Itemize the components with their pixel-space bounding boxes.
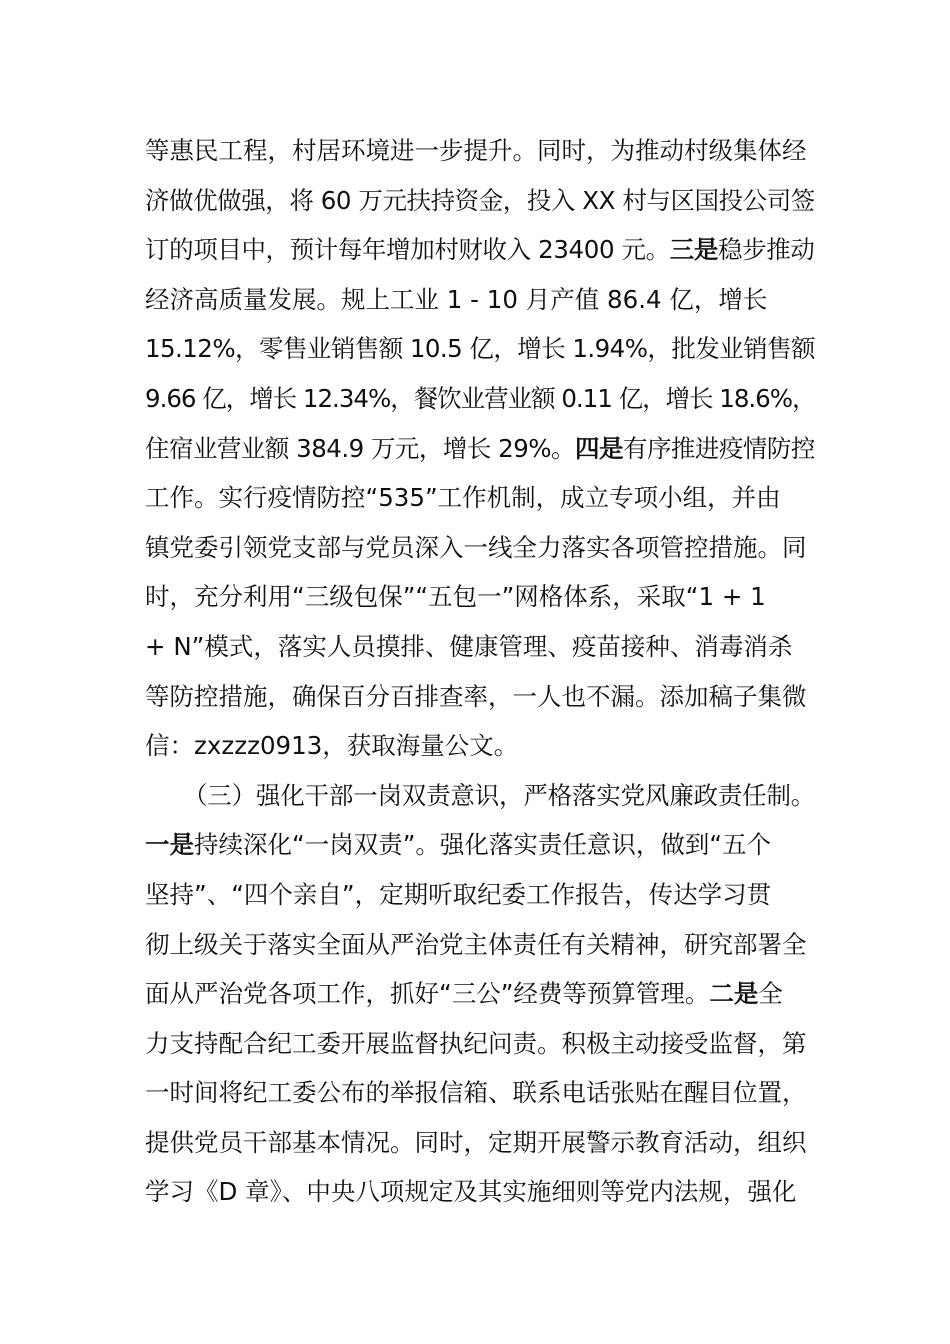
text-line [145,1167,815,1217]
text-line [145,1118,815,1168]
text-segment: 订的项目中，预计每年增加村财收入 23400 元。 [145,235,670,265]
text-segment: 等惠民工程，村居环境进一步提升。同时，为推动村级集体经 [145,136,807,165]
text-line [145,324,815,374]
text-segment: 有序推进疫情防控 [622,433,815,463]
text-line [145,225,815,275]
text-segment: 坚持”、“四个亲自”，定期听取纪委工作报告，传达学习贯 [145,879,772,909]
text-line [145,672,815,722]
text-line [145,473,815,523]
bold-label: 二是 [709,979,759,1009]
text-line [145,126,815,176]
text-segment: 镇党委引领党支部与党员深入一线全力落实各项管控措施。同 [145,532,807,562]
text-segment: 力支持配合纪工委开展监督执纪问责。积极主动接受监督，第 [145,1028,807,1058]
text-segment: 一时间将纪工委公布的举报信箱、联系电话张贴在醒目位置， [145,1078,807,1108]
text-segment: 时，充分利用“三级包保”“五包一”网格体系，采取“1 + 1 [145,582,766,612]
text-line [145,721,815,771]
text-line [145,870,815,920]
text-segment: 工作。实行疫情防控“535”工作机制，成立专项小组，并由 [145,483,781,513]
text-line [145,275,815,325]
text-line [145,424,815,474]
text-segment: 15.12%，零售业销售额 10.5 亿，增长 1.94%，批发业销售额 [145,334,816,364]
text-segment: 面从严治党各项工作，抓好“三公”经费等预算管理。 [145,979,710,1009]
text-segment: 稳步推动 [718,235,815,265]
bold-label: 一是 [145,830,194,860]
text-segment: 等防控措施，确保百分百排查率，一人也不漏。添加稿子集微 [145,681,807,711]
text-line [145,572,815,622]
text-line [145,1019,815,1069]
text-line [145,176,815,226]
text-line [145,969,815,1019]
text-segment: （三）强化干部一岗双责意识，严格落实党风廉政责任制。 [183,780,816,810]
text-line [145,374,815,424]
text-line [145,523,815,573]
text-segment: 持续深化“一岗双责”。强化落实责任意识，做到“五个 [194,830,772,860]
text-segment: 彻上级关于落实全面从严治党主体责任有关精神，研究部署全 [145,929,807,959]
text-line [145,920,815,970]
text-line [145,1068,815,1118]
bold-label: 四是 [575,433,623,463]
bold-label: 三是 [669,235,718,265]
text-segment: 提供党员干部基本情况。同时，定期开展警示教育活动，组织 [145,1127,807,1157]
text-line [145,622,815,672]
text-segment: 9.66 亿，增长 12.34%，餐饮业营业额 0.11 亿，增长 18.6%， [145,383,816,413]
text-segment: 经济高质量发展。规上工业 1 - 10 月产值 86.4 亿，增长 [145,284,768,314]
text-segment: 学习《D 章》、中央八项规定及其实施细则等党内法规，强化 [145,1177,797,1207]
text-line [145,771,815,821]
text-segment: 全 [758,979,783,1009]
text-segment: 信：zxzzz0913，获取海量公文。 [145,731,519,761]
text-segment: 住宿业营业额 384.9 万元，增长 29%。 [145,433,575,463]
text-segment: 济做优做强，将 60 万元扶持资金，投入 XX 村与区国投公司签 [145,185,815,215]
text-line [145,820,815,870]
text-segment: + N”模式，落实人员摸排、健康管理、疫苗接种、消毒消杀 [145,631,793,661]
body-text [145,126,815,1217]
